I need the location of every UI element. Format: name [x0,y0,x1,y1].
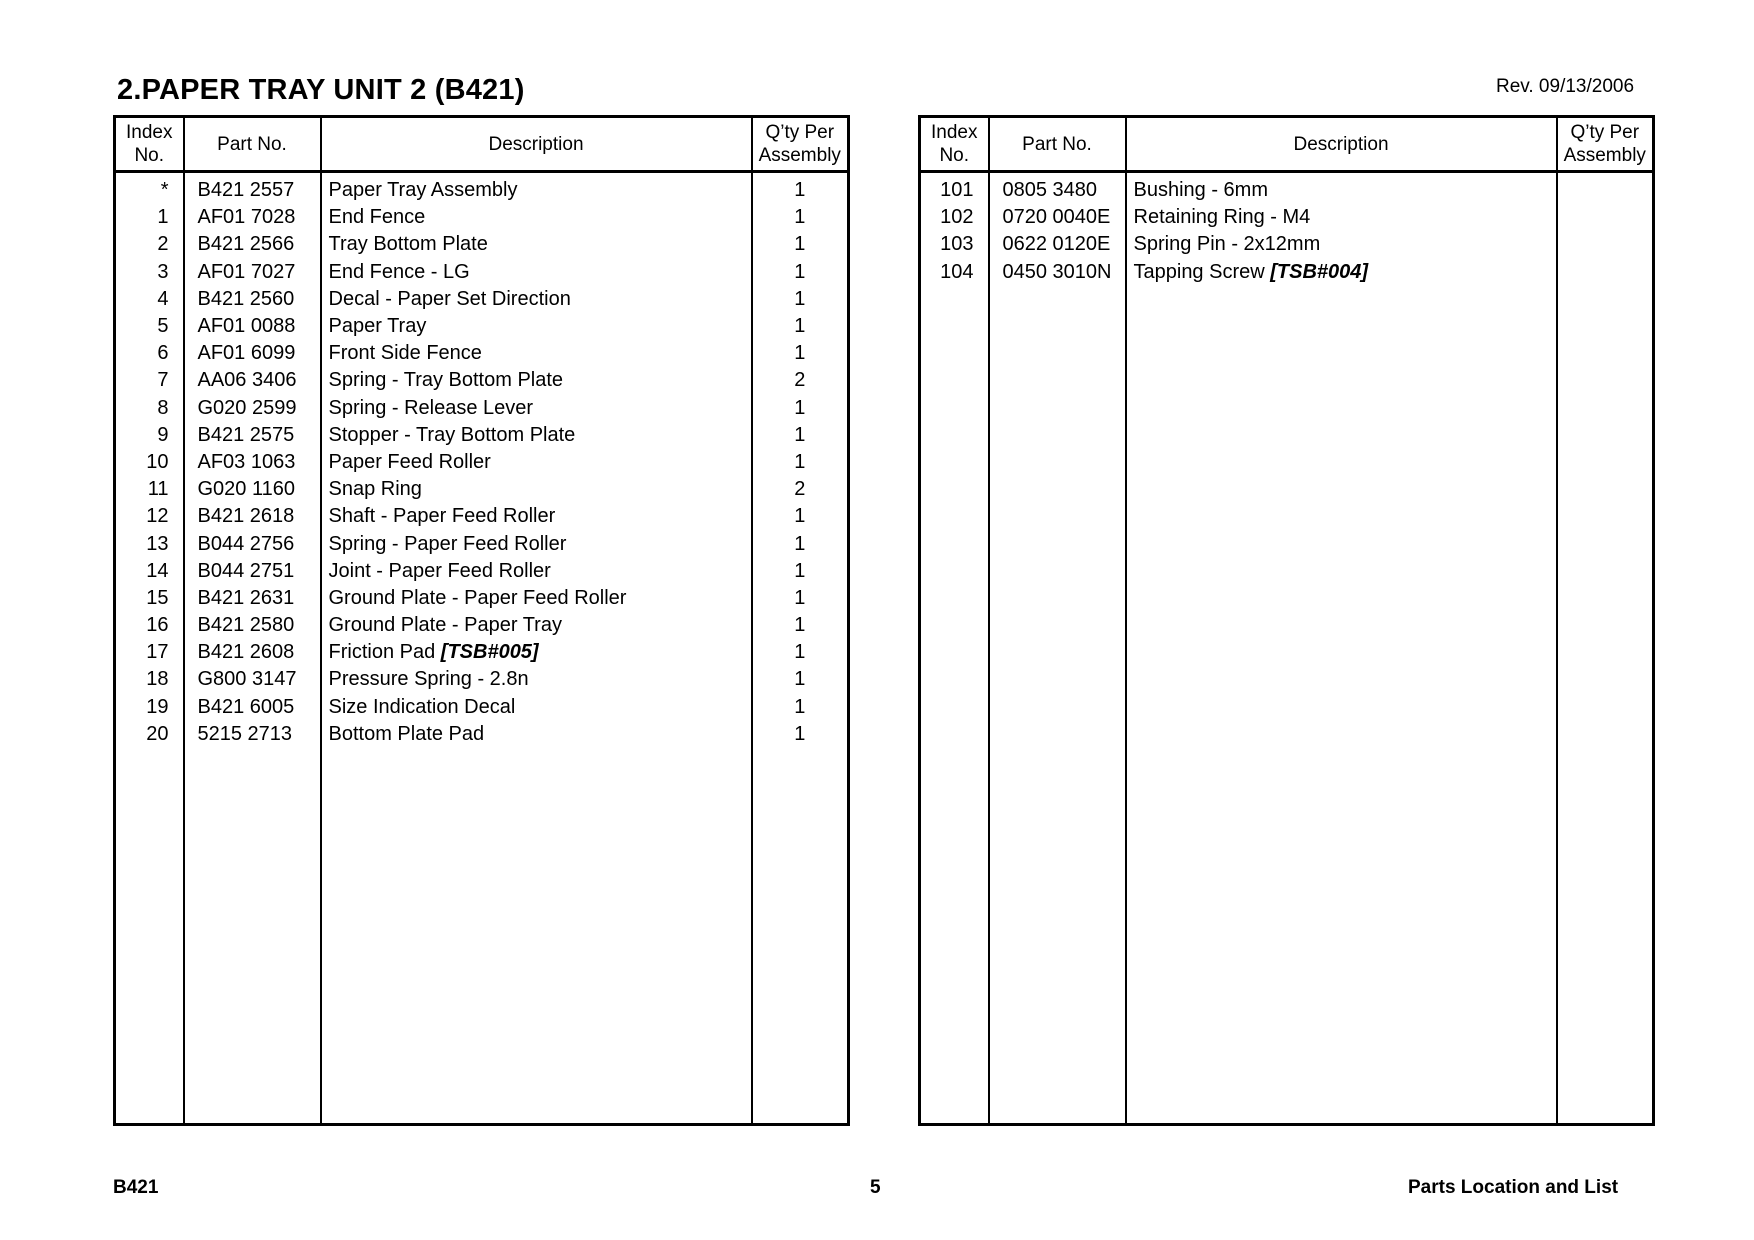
cell-part-no: B421 2566 [184,231,321,258]
table-row [115,503,849,530]
revision-date: Rev. 09/13/2006 [1496,76,1635,97]
table-row [920,204,1654,231]
cell-part-no: B421 2608 [184,639,321,666]
cell-part-no: B421 2618 [184,503,321,530]
cell-description: Ground Plate - Paper Feed Roller [321,585,752,612]
cell-part-no: 0450 3010N [989,259,1126,286]
table-row [115,395,849,422]
cell-index: 20 [115,721,184,748]
table-row [920,231,1654,258]
table-row [115,694,849,721]
cell-part-no: 0805 3480 [989,172,1126,205]
cell-qty [1557,172,1654,205]
cell-part-no: AF01 7027 [184,259,321,286]
cell-part-no: B421 2557 [184,172,321,205]
cell-qty: 1 [752,422,849,449]
table-row [115,530,849,557]
cell-description: End Fence [321,204,752,231]
cell-part-no: AA06 3406 [184,367,321,394]
cell-description: Size Indication Decal [321,694,752,721]
cell-index: 8 [115,395,184,422]
cell-index: * [115,172,184,205]
cell-description: Decal - Paper Set Direction [321,286,752,313]
cell-part-no: B044 2756 [184,530,321,557]
cell-index: 15 [115,585,184,612]
cell-qty: 1 [752,612,849,639]
table-row [115,666,849,693]
table-row [115,585,849,612]
table-row [115,558,849,585]
cell-part-no: G020 1160 [184,476,321,503]
cell-qty: 1 [752,231,849,258]
header-description: Description [321,117,752,172]
cell-part-no: B421 2575 [184,422,321,449]
cell-index: 4 [115,286,184,313]
table-row [115,172,849,205]
table-row [115,367,849,394]
cell-qty: 1 [752,666,849,693]
cell-description: Tapping Screw [TSB#004] [1126,259,1557,286]
footer-page-number: 5 [870,1177,881,1198]
table-row [115,204,849,231]
footer-model: B421 [113,1177,159,1198]
tsb-note: [TSB#004] [1270,260,1369,283]
cell-qty [1557,204,1654,231]
table-row [115,449,849,476]
cell-index: 6 [115,340,184,367]
page-title: 2.PAPER TRAY UNIT 2 (B421) [117,74,525,106]
cell-description: Shaft - Paper Feed Roller [321,503,752,530]
cell-description: End Fence - LG [321,259,752,286]
cell-description: Spring Pin - 2x12mm [1126,231,1557,258]
cell-description: Paper Feed Roller [321,449,752,476]
table-row [115,422,849,449]
cell-index: 18 [115,666,184,693]
cell-description: Bushing - 6mm [1126,172,1557,205]
cell-description: Tray Bottom Plate [321,231,752,258]
cell-index: 104 [920,259,989,286]
cell-index: 7 [115,367,184,394]
cell-qty: 1 [752,340,849,367]
table-row [115,721,849,748]
cell-qty: 2 [752,476,849,503]
cell-qty [1557,259,1654,286]
table-row [115,313,849,340]
cell-index: 17 [115,639,184,666]
cell-description: Snap Ring [321,476,752,503]
cell-part-no: B421 2580 [184,612,321,639]
footer-section: Parts Location and List [1408,1177,1619,1198]
cell-qty: 1 [752,172,849,205]
cell-description: Friction Pad [TSB#005] [321,639,752,666]
cell-part-no: AF01 7028 [184,204,321,231]
cell-index: 5 [115,313,184,340]
table-header-row [115,117,849,172]
table-row [115,286,849,313]
cell-index: 12 [115,503,184,530]
cell-index: 2 [115,231,184,258]
cell-qty: 1 [752,313,849,340]
cell-part-no: G800 3147 [184,666,321,693]
cell-index: 11 [115,476,184,503]
cell-qty: 1 [752,558,849,585]
parts-table-left [113,115,850,1126]
header-part-no: Part No. [989,117,1126,172]
cell-description: Spring - Tray Bottom Plate [321,367,752,394]
cell-index: 16 [115,612,184,639]
header-qty: Q’ty Per Assembly [1557,117,1654,172]
header-index: Index No. [115,117,184,172]
cell-description: Paper Tray Assembly [321,172,752,205]
header-index: Index No. [920,117,989,172]
cell-part-no: AF01 0088 [184,313,321,340]
table-row [920,172,1654,205]
cell-part-no: 0720 0040E [989,204,1126,231]
cell-qty: 1 [752,585,849,612]
cell-qty: 2 [752,367,849,394]
cell-description: Paper Tray [321,313,752,340]
cell-description: Ground Plate - Paper Tray [321,612,752,639]
parts-table-right [918,115,1655,1126]
cell-qty: 1 [752,259,849,286]
cell-qty [1557,231,1654,258]
cell-description: Joint - Paper Feed Roller [321,558,752,585]
cell-index: 3 [115,259,184,286]
cell-description: Spring - Release Lever [321,395,752,422]
table-row [115,231,849,258]
cell-index: 103 [920,231,989,258]
cell-description: Stopper - Tray Bottom Plate [321,422,752,449]
table-filler-row [920,286,1654,1125]
cell-qty: 1 [752,286,849,313]
cell-part-no: B421 6005 [184,694,321,721]
cell-description: Pressure Spring - 2.8n [321,666,752,693]
cell-index: 13 [115,530,184,557]
table-row [115,476,849,503]
cell-index: 101 [920,172,989,205]
table-header-row [920,117,1654,172]
cell-index: 102 [920,204,989,231]
cell-part-no: 5215 2713 [184,721,321,748]
cell-part-no: 0622 0120E [989,231,1126,258]
cell-part-no: AF01 6099 [184,340,321,367]
cell-qty: 1 [752,721,849,748]
header-part-no: Part No. [184,117,321,172]
cell-part-no: AF03 1063 [184,449,321,476]
header-qty: Q’ty Per Assembly [752,117,849,172]
cell-part-no: B421 2631 [184,585,321,612]
cell-part-no: G020 2599 [184,395,321,422]
header-description: Description [1126,117,1557,172]
table-row [115,259,849,286]
cell-part-no: B044 2751 [184,558,321,585]
cell-description: Bottom Plate Pad [321,721,752,748]
cell-description: Spring - Paper Feed Roller [321,530,752,557]
cell-qty: 1 [752,395,849,422]
table-row [115,639,849,666]
cell-qty: 1 [752,204,849,231]
cell-part-no: B421 2560 [184,286,321,313]
cell-index: 19 [115,694,184,721]
cell-qty: 1 [752,530,849,557]
table-row [920,259,1654,286]
cell-index: 14 [115,558,184,585]
cell-qty: 1 [752,639,849,666]
table-row [115,612,849,639]
table-filler-row [115,748,849,1125]
cell-index: 10 [115,449,184,476]
cell-index: 9 [115,422,184,449]
cell-description: Front Side Fence [321,340,752,367]
cell-qty: 1 [752,694,849,721]
cell-qty: 1 [752,503,849,530]
tsb-note: [TSB#005] [440,641,539,664]
cell-index: 1 [115,204,184,231]
cell-description: Retaining Ring - M4 [1126,204,1557,231]
table-row [115,340,849,367]
cell-qty: 1 [752,449,849,476]
